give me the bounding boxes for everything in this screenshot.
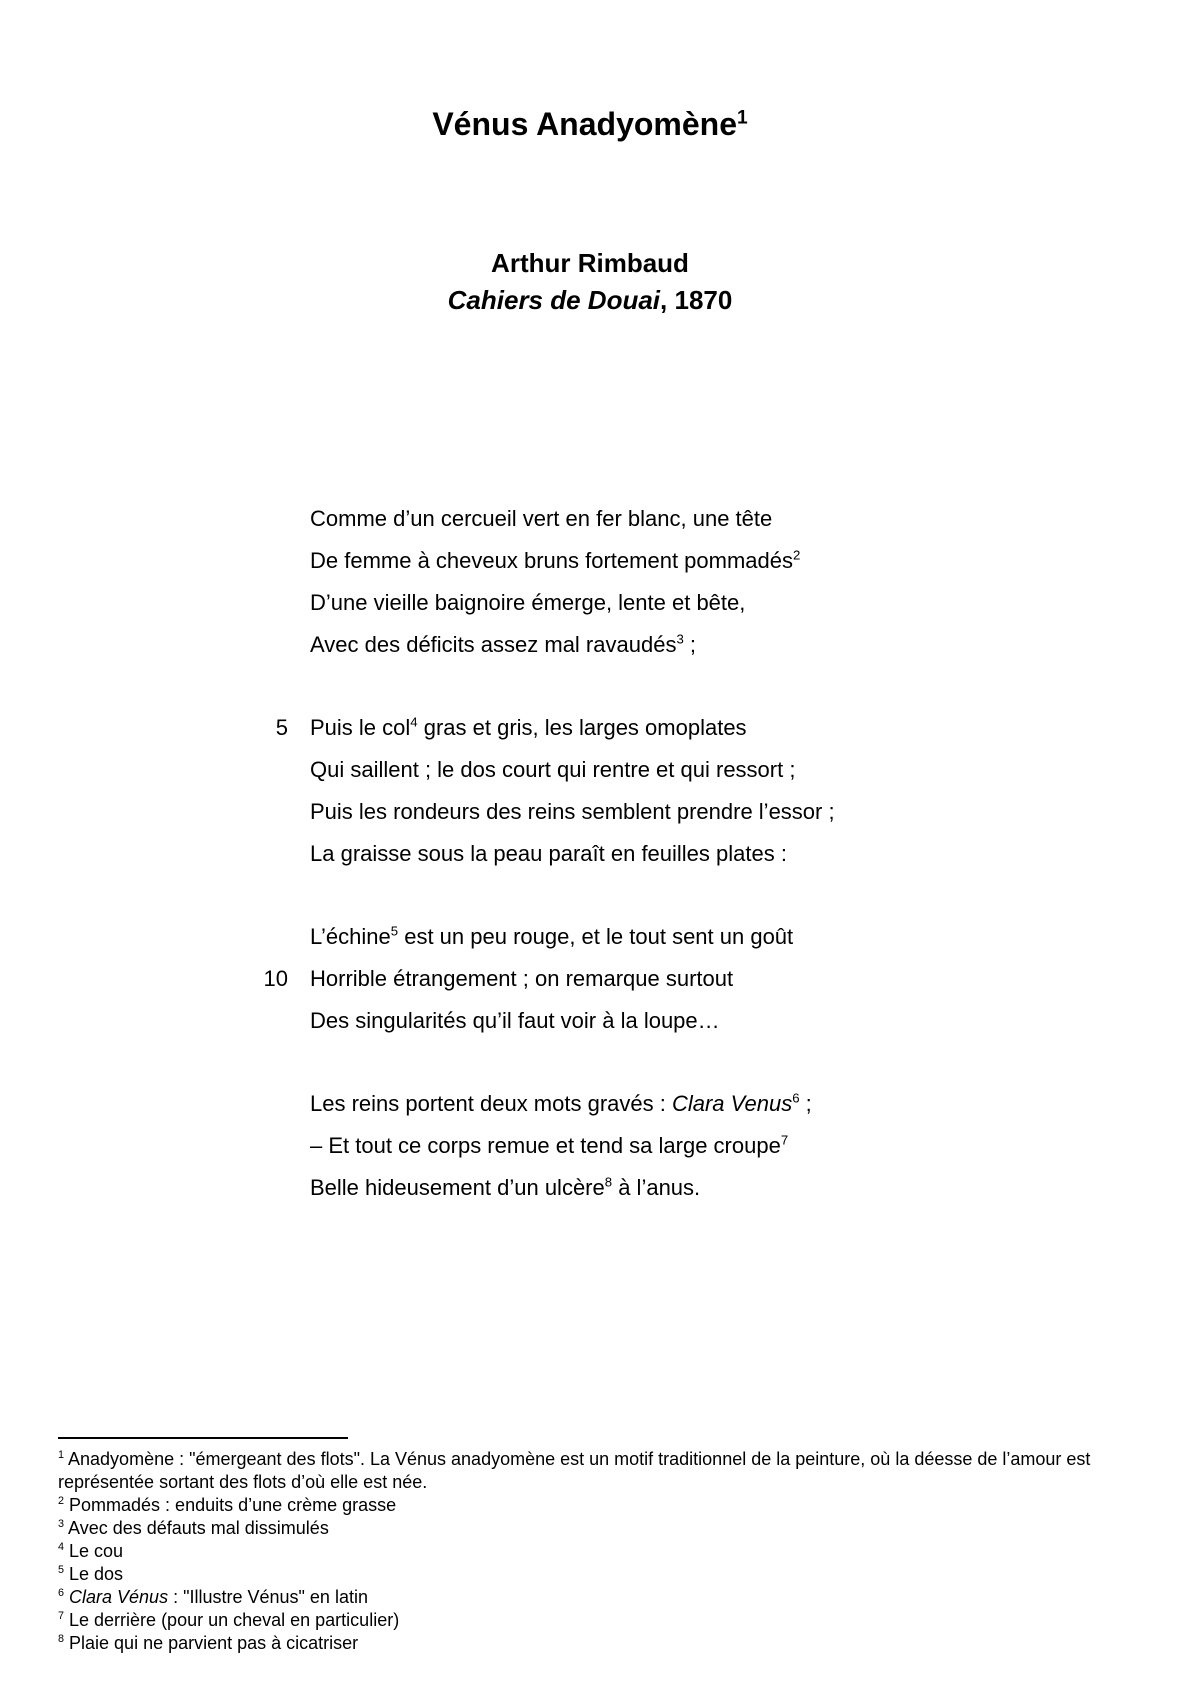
footnote-text: Anadyomène : "émergeant des flots". La Vénus anadyomène est un motif traditionnel de la peinture, où la déesse de l’amour est représentée sortant des flots d’où elle est née. xyxy=(58,1449,1091,1492)
verse-fragment: ; xyxy=(799,1091,812,1116)
footnote-text: Le dos xyxy=(64,1564,124,1584)
footnote-separator xyxy=(58,1437,348,1439)
footnote xyxy=(58,1540,1128,1563)
footnote-number: 7 xyxy=(58,1610,65,1622)
footnote-number: 6 xyxy=(58,1587,65,1599)
footnote-ref[interactable]: 7 xyxy=(780,1132,789,1148)
footnote xyxy=(58,1517,1128,1540)
verse-text: Comme d’un cercueil vert en fer blanc, une tête xyxy=(310,506,773,531)
title-footnote-ref[interactable]: 1 xyxy=(737,107,748,129)
source-line xyxy=(0,282,1180,319)
verse-fragment: Avec des déficits assez mal ravaudés xyxy=(310,632,677,657)
verse-fragment: Les reins portent deux mots gravés : xyxy=(310,1091,672,1116)
verse-line xyxy=(240,916,1040,958)
verse-fragment: – Et tout ce corps remue et tend sa large croupe xyxy=(310,1133,781,1158)
verse-text: Qui saillent ; le dos court qui rentre et qui ressort ; xyxy=(310,757,796,782)
footnote-text: Pommadés : enduits d’une crème grasse xyxy=(64,1495,397,1515)
stanza-gap xyxy=(240,666,1040,707)
footnote-ref[interactable]: 5 xyxy=(390,923,399,939)
footnote-number: 4 xyxy=(58,1541,65,1553)
footnote xyxy=(58,1448,1128,1494)
footnote-number: 3 xyxy=(58,1518,65,1530)
footnote-text: Avec des défauts mal dissimulés xyxy=(64,1518,329,1538)
verse-line xyxy=(240,791,1040,833)
verse-line xyxy=(240,1125,1040,1167)
verse-line xyxy=(240,1167,1040,1209)
verse-line xyxy=(240,582,1040,624)
footnotes xyxy=(58,1448,1128,1655)
verse-line xyxy=(240,624,1040,666)
poem-title xyxy=(0,104,1180,144)
stanza-gap xyxy=(240,1042,1040,1083)
footnote xyxy=(58,1563,1128,1586)
verse-line xyxy=(240,498,1040,540)
footnote-ref[interactable]: 6 xyxy=(792,1090,800,1106)
title-text: Vénus Anadyomène xyxy=(432,106,737,142)
verse-fragment: L’échine xyxy=(310,924,391,949)
footnote-number: 5 xyxy=(58,1564,65,1576)
footnote-number: 1 xyxy=(58,1449,65,1461)
verse-line xyxy=(240,833,1040,875)
verse-fragment: est un peu rouge, et le tout sent un goût xyxy=(398,924,794,949)
verse-line xyxy=(240,540,1040,582)
verse-text xyxy=(310,707,747,749)
author-name: Arthur Rimbaud xyxy=(491,248,689,278)
footnote-text: Plaie qui ne parvient pas à cicatriser xyxy=(64,1633,359,1653)
verse-fragment: Puis le col xyxy=(310,715,411,740)
verse-fragment: Belle hideusement d’un ulcère xyxy=(310,1175,605,1200)
verse-fragment: gras et gris, les larges omoplates xyxy=(417,715,747,740)
poem-body xyxy=(240,498,1040,1209)
verse-fragment: à l’anus. xyxy=(612,1175,701,1200)
verse-text: Horrible étrangement ; on remarque surtout xyxy=(310,966,734,991)
footnote xyxy=(58,1632,1128,1655)
verse-text xyxy=(310,916,793,958)
footnote xyxy=(58,1586,1128,1609)
source-title: Cahiers de Douai xyxy=(447,285,661,315)
verse-fragment: De femme à cheveux bruns fortement pommadés xyxy=(310,548,794,573)
line-number: 5 xyxy=(275,715,288,740)
verse-text: Puis les rondeurs des reins semblent prendre l’essor ; xyxy=(310,799,835,824)
footnote-number: 2 xyxy=(58,1495,65,1507)
line-number: 10 xyxy=(263,966,288,991)
verse-text xyxy=(310,1167,700,1209)
verse-text: D’une vieille baignoire émerge, lente et bête, xyxy=(310,590,746,615)
footnote-ref[interactable]: 8 xyxy=(604,1174,613,1190)
verse-text: Des singularités qu’il faut voir à la loupe… xyxy=(310,1008,720,1033)
verse-line xyxy=(240,958,1040,1000)
footnote-number: 8 xyxy=(58,1633,65,1645)
verse-text xyxy=(310,1083,812,1125)
footnote-italic: Clara Vénus xyxy=(64,1587,169,1607)
footnote-text: Le derrière (pour un cheval en particulier) xyxy=(64,1610,400,1630)
verse-text xyxy=(310,540,800,582)
author-block xyxy=(0,245,1180,319)
footnote-text: : "Illustre Vénus" en latin xyxy=(168,1587,368,1607)
footnote xyxy=(58,1494,1128,1517)
verse-line xyxy=(240,749,1040,791)
stanza-gap xyxy=(240,875,1040,916)
verse-text xyxy=(310,624,696,666)
footnote-ref[interactable]: 2 xyxy=(793,547,801,563)
footnote xyxy=(58,1609,1128,1632)
verse-italic: Clara Venus xyxy=(671,1091,793,1116)
verse-fragment: ; xyxy=(683,632,697,657)
verse-line xyxy=(240,1083,1040,1125)
footnote-text: Le cou xyxy=(64,1541,124,1561)
source-year: , 1870 xyxy=(660,285,733,315)
footnote-ref[interactable]: 3 xyxy=(676,631,684,647)
footnote-ref[interactable]: 4 xyxy=(410,714,418,730)
verse-text xyxy=(310,1125,788,1167)
verse-line xyxy=(240,1000,1040,1042)
verse-line xyxy=(240,707,1040,749)
verse-text: La graisse sous la peau paraît en feuilles plates : xyxy=(310,841,787,866)
